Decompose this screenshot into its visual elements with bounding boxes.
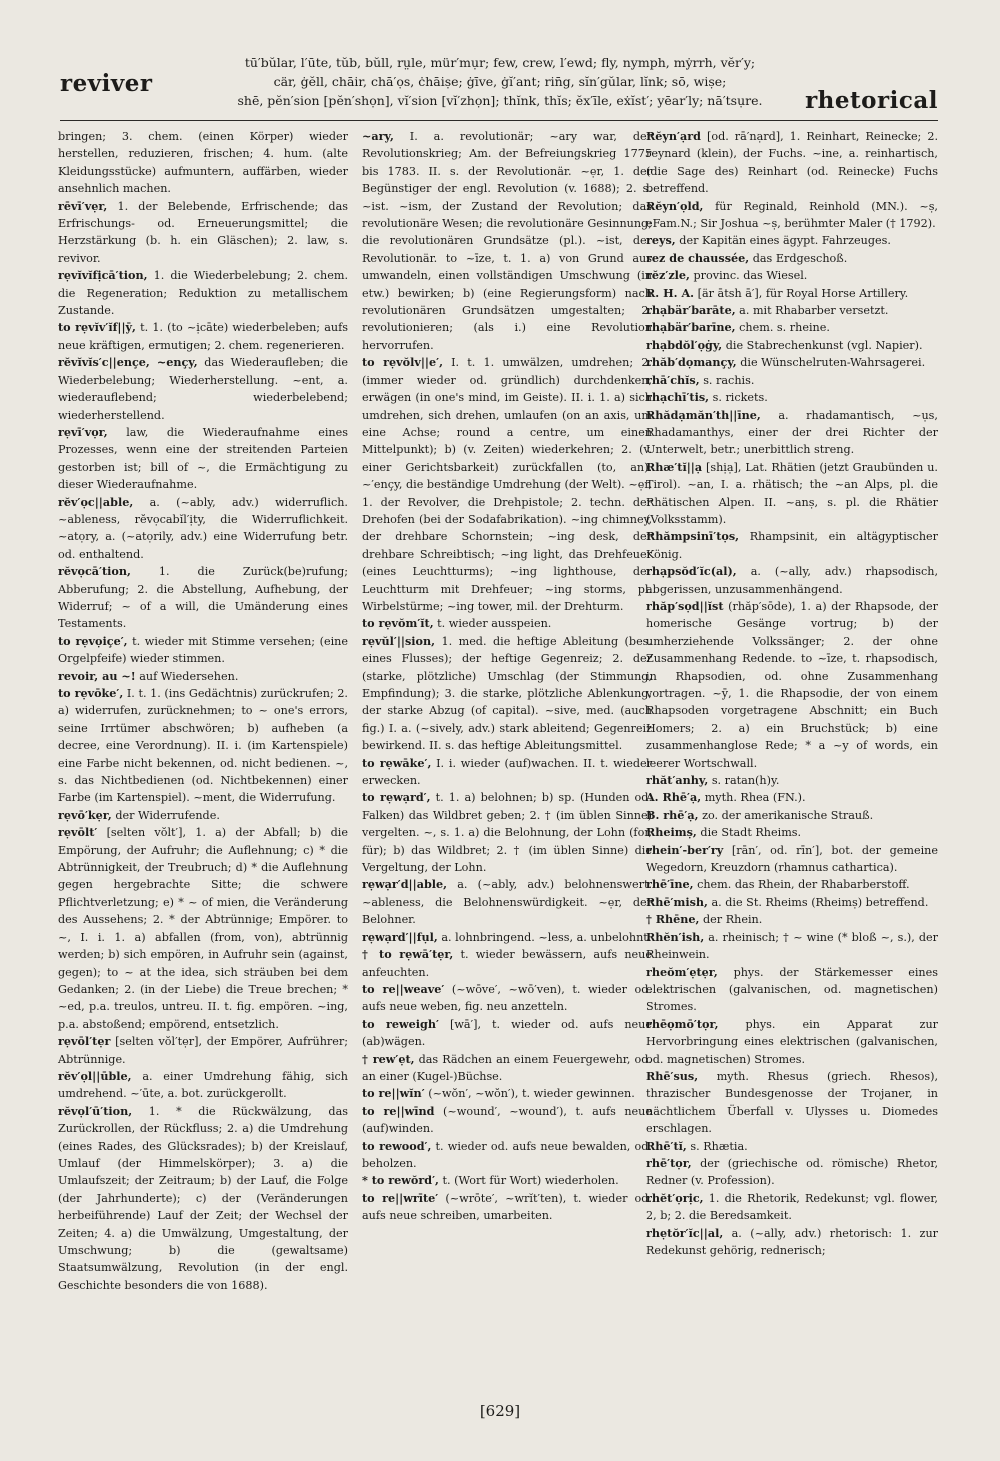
key-line: shē, pĕn′sion [pĕn′shọn], vĭ′sion [vĭ′zhọn]; thĭnk, thĭs; ĕx′īle, eẋĭst′; yēar′ly; nā′tsụre. bbox=[237, 93, 763, 108]
dictionary-entry bbox=[58, 563, 348, 633]
headword: Rhădạmăn′th||īne, bbox=[646, 407, 761, 422]
definition: (~wōve′, ~wō′ven), t. wieder od. aufs neue weben, fig. neu anzetteln. bbox=[362, 982, 653, 1014]
headword: to re||wĭn′ bbox=[362, 1086, 425, 1101]
headword: to rẹvŏm′ĭt, bbox=[362, 616, 434, 631]
dictionary-entry bbox=[362, 1051, 652, 1086]
headword: Rhē′sus, bbox=[646, 1068, 699, 1083]
column-right bbox=[646, 128, 938, 1259]
dictionary-entry bbox=[646, 1155, 938, 1190]
headword: rhăp′sọd||ĭst bbox=[646, 598, 724, 613]
headword: rhē′īne, bbox=[646, 877, 694, 892]
dictionary-entry bbox=[646, 894, 938, 911]
definition: 1. * die Rückwälzung, das Zurückrollen, der Rückfluss; 2. a) die Umdrehung (eines Rades, des Glücksrades); b) der Kreislauf, Umlauf (der Himmelskörper); 3. a) die Umlaufszeit; der Zeitraum; b) der Lauf, die Folge (der Jahrhunderte); c) der (Veränderungen herbeiführende) Lauf der Zeit; der Wechsel der Zeiten; 4. a) die Umwälzung, Umgestaltung, der Umschwung; b) die (gewaltsame) Staatsumwälzung, Revolution (in der engl. Geschichte besonders die von 1688). bbox=[58, 1104, 348, 1292]
dictionary-entry bbox=[646, 337, 938, 354]
definition: a. mit Rhabarber versetzt. bbox=[739, 304, 889, 318]
headword: rĕvĭvĭs′c||ençe, ~ençy, bbox=[58, 355, 198, 370]
dictionary-entry bbox=[646, 389, 938, 406]
definition: t. wieder od. aufs neue bewalden, od. beholzen. bbox=[362, 1139, 652, 1170]
headword: † rew′ẹt, bbox=[362, 1051, 415, 1066]
definition: die Wünschelruten-Wahrsagerei. bbox=[740, 356, 926, 370]
column-left bbox=[58, 128, 348, 1294]
dictionary-entry bbox=[646, 285, 938, 302]
definition: t. 1. a) belohnen; b) sp. (Hunden od. Falken) das Wildbret geben; 2. † (im üblen Sinne) vergelten. ~, s. 1. a) die Belohnung, der Lohn (for, für); b) das Wildbret; 2. † (im üblen Sinne) die Vergeltung, der Lohn. bbox=[362, 791, 653, 875]
definition: [är ātsh ā′], für Royal Horse Artillery. bbox=[697, 286, 909, 300]
definition: (~wŏn′, ~wŏn′), t. wieder gewinnen. bbox=[428, 1087, 635, 1101]
page-number: [629] bbox=[479, 1402, 521, 1420]
definition: law, die Wiederaufnahme eines Prozesses, wenn eine der streitenden Parteien gestorben ist; bill of ~, die Ermächtigung zu dieser Wiederaufnahme. bbox=[58, 425, 348, 492]
dictionary-entry bbox=[362, 128, 652, 354]
dictionary-entry bbox=[58, 824, 348, 1033]
headword: ~ary, bbox=[362, 129, 394, 143]
headword: rhăb′dọmançy, bbox=[646, 355, 737, 370]
definition: der Kapitän eines ägypt. Fahrzeuges. bbox=[679, 234, 891, 248]
dictionary-entry bbox=[646, 319, 938, 336]
pronunciation-key bbox=[190, 53, 810, 110]
headword: to rẹwāke′, bbox=[362, 755, 432, 770]
definition: a. rheinisch; † ~ wine (* bloß ~, s.), der Rheinwein. bbox=[646, 930, 938, 962]
guide-word-left: reviver bbox=[60, 70, 153, 97]
dictionary-entry bbox=[362, 615, 652, 632]
dictionary-entry bbox=[58, 668, 348, 685]
definition: I. t. 1. umwälzen, umdrehen; 2. (immer wieder od. gründlich) durchdenken, erwägen (in one's mind, im Geiste). II. i. 1. a) sich umdrehen, sich drehen, umlaufen (on an axis, um eine Achse; round a centre, um einen Mittelpunkt); b) (v. Zeiten) wiederkehren; 2. (v. einer Gerichtsbarkeit) zurückfallen (to, an). ~′ençy, die beständige Umdrehung (der Welt). ~ẹr, 1. der Revolver, die Drehpistole; 2. techn. der Drehofen (bei der Sodafabrikation). ~ing chimney, der drehbare Schornstein; ~ing desk, der drehbare Schreibtisch; ~ing light, das Drehfeuer (eines Leuchtturms); ~ing lighthouse, der Leuchtturm mit Drehfeuer; ~ing storms, pl. Wirbelstürme; ~ing tower, mil. der Drehturm. bbox=[362, 356, 652, 613]
dictionary-entry bbox=[646, 876, 938, 893]
dictionary-entry bbox=[646, 929, 938, 964]
headword: rẹvōlt′ bbox=[58, 825, 98, 840]
headword: to rẹvĭv′ĭf||ȳ, bbox=[58, 320, 136, 335]
definition: t. wieder bewässern, aufs neue anfeuchten. bbox=[362, 948, 652, 979]
definition: Rhampsinit, ein altägyptischer König. bbox=[646, 530, 938, 561]
dictionary-entry bbox=[646, 1225, 938, 1260]
definition: der Widerrufende. bbox=[115, 808, 220, 822]
definition: 1. der Belebende, Erfrischende; das Erfrischungs- od. Erneuerungsmittel; die Herzstärkung (b. h. ein Gläschen); 2. law, s. revivor. bbox=[58, 199, 348, 265]
headword: to rẹvọiçe′, bbox=[58, 633, 128, 648]
dictionary-entry bbox=[362, 876, 652, 928]
definition: phys. der Stärkemesser eines elektrischen (galvanischen, od. magnetischen) Stromes. bbox=[646, 965, 939, 1014]
definition: t. 1. (to ~ịcāte) wiederbeleben; aufs neue kräftigen, ermutigen; 2. chem. regenerieren. bbox=[58, 321, 348, 352]
definition: 1. med. die heftige Ableitung (bes. eines Flusses); der heftige Gegenreiz; 2. der (starke, plötzliche) Umschlag (der Stimmung, Empfindung); 3. die starke, plötzliche Ablenkung, der starke Abzug (of capital). ~sive, med. (auch fig.) I. a. (~sively, adv.) stark ableitend; Gegenreiz bewirkend. II. s. das heftige Ableitungsmittel. bbox=[362, 634, 652, 753]
dictionary-entry bbox=[646, 372, 938, 389]
definition: I. i. wieder (auf)wachen. II. t. wieder erwecken. bbox=[362, 756, 652, 788]
dictionary-entry bbox=[646, 964, 938, 1016]
dictionary-entry bbox=[58, 1068, 348, 1103]
definition: [od. rā′nạrd], 1. Reinhart, Reinecke; 2. reynard (klein), der Fuchs. ~ine, a. reinhartisch, (die Sage des) Reinhart (od. Reinecke) Fuchs betreffend. bbox=[646, 130, 939, 196]
dictionary-entry bbox=[362, 1016, 652, 1051]
headword: rēvī′vẹr, bbox=[58, 198, 108, 213]
headword: rhā′chĭs, bbox=[646, 372, 700, 387]
headword: rẹwạr′d||able, bbox=[362, 877, 448, 892]
headword: revoir, au ~! bbox=[58, 668, 136, 683]
definition: a. die St. Rheims (Rheimṣ) betreffend. bbox=[711, 895, 929, 909]
definition: t. wieder ausspeien. bbox=[437, 617, 552, 631]
dictionary-entry bbox=[58, 494, 348, 564]
definition: bringen; 3. chem. (einen Körper) wieder herstellen, reduzieren, frischen; 4. hum. (alte Kleidungsstücke) aufmuntern, auffärben, wieder ansehnlich machen. bbox=[58, 130, 348, 196]
definition: 1. die Wiederbelebung; 2. chem. die Regeneration; Reduktion zu metallischem Zustande. bbox=[58, 269, 348, 318]
headword: rẹvĭvĭfịcā′tion, bbox=[58, 268, 148, 283]
headword: rhạbär′barīne, bbox=[646, 320, 736, 335]
headword: rẹvī′vọr, bbox=[58, 424, 108, 439]
column-middle bbox=[362, 128, 652, 1225]
dictionary-entry bbox=[646, 789, 938, 806]
dictionary-entry bbox=[646, 1068, 938, 1138]
headword: rĕvọcā′tion, bbox=[58, 564, 131, 579]
dictionary-entry bbox=[362, 755, 652, 790]
dictionary-entry bbox=[58, 807, 348, 824]
dictionary-entry bbox=[646, 407, 938, 459]
definition: s. rachis. bbox=[703, 373, 755, 387]
definition: phys. ein Apparat zur Hervorbringung eines elektrischen (galvanischen, od. magnetischen) Stromes. bbox=[646, 1017, 938, 1066]
running-header bbox=[0, 50, 1000, 120]
headword: rhạpsŏd′ĭc(al), bbox=[646, 564, 737, 579]
headword: to reweigh′ bbox=[362, 1016, 439, 1031]
definition: t. (Wort für Wort) wiederholen. bbox=[442, 1174, 619, 1188]
header-rule bbox=[60, 120, 938, 121]
dictionary-entry bbox=[646, 354, 938, 371]
definition: a. (~ably, adv.) belohnenswert. ~ableness, die Belohnenswürdigkeit. ~ẹr, der Belohner. bbox=[362, 878, 652, 927]
definition: die Stabrechenkunst (vgl. Napier). bbox=[725, 338, 923, 352]
headword: to rẹwạrd′, bbox=[362, 790, 431, 805]
dictionary-entry bbox=[362, 633, 652, 755]
dictionary-entry bbox=[646, 807, 938, 824]
dictionary-entry bbox=[646, 198, 938, 233]
dictionary-entry bbox=[646, 563, 938, 598]
headword: rhēọmō′tọr, bbox=[646, 1016, 719, 1031]
dictionary-entry bbox=[646, 911, 938, 928]
definition: das Wiederaufleben; die Wiederbelebung; Wiederherstellung. ~ent, a. wiederauflebend; wiederbelebend; wiederherstellend. bbox=[58, 356, 348, 422]
headword: rez de chaussée, bbox=[646, 250, 750, 265]
headword: to rewood′, bbox=[362, 1138, 432, 1153]
dictionary-entry bbox=[646, 232, 938, 249]
definition: t. wieder mit Stimme versehen; (eine Orgelpfeife) wieder stimmen. bbox=[58, 634, 349, 666]
definition: das Rädchen an einem Feuergewehr, od. an einer (Kugel-)Büchse. bbox=[362, 1052, 652, 1083]
dictionary-entry bbox=[646, 842, 938, 877]
definition: (~wrōte′, ~wrĭt′ten), t. wieder od. aufs neue schreiben, umarbeiten. bbox=[362, 1191, 653, 1223]
dictionary-entry bbox=[362, 1085, 652, 1102]
definition: 1. die Zurück(be)rufung; Abberufung; 2. die Abstellung, Aufhebung, der Widerruf; ~ of a will, die Umänderung eines Testaments. bbox=[58, 565, 348, 631]
dictionary-entry bbox=[646, 528, 938, 563]
definition: das Erdgeschoß. bbox=[752, 251, 848, 265]
definition: a. (~ally, adv.) rhapsodisch, abgerissen, unzusammenhängend. bbox=[646, 565, 938, 596]
dictionary-entry bbox=[362, 981, 652, 1016]
dictionary-entry bbox=[362, 929, 652, 946]
headword: rheŏm′ẹtẹr, bbox=[646, 964, 718, 979]
definition: myth. Rhea (FN.). bbox=[704, 791, 806, 805]
definition: a. einer Umdrehung fähig, sich umdrehend. ~′ūte, a. bot. zurückgerollt. bbox=[58, 1069, 348, 1101]
dictionary-entry bbox=[646, 302, 938, 319]
dictionary-entry bbox=[362, 1138, 652, 1173]
definition: die Stadt Rheims. bbox=[700, 826, 802, 840]
dictionary-entry bbox=[58, 198, 348, 268]
definition: für Reginald, Reinhold (MN.). ~ṣ, eFam.N.; Sir Joshua ~ṣ, berühmter Maler († 1792). bbox=[646, 199, 938, 231]
definition: (rhăp′sōde), 1. a) der Rhapsode, der homerische Gesänge vortrug; b) der umherziehende Volkssänger; 2. der ohne Zusammenhang Redende. to ~īze, t. rhapsodisch, in Rhapsodien, od. ohne Zusammenhang vortragen. ~ȳ, 1. die Rhapsodie, der von einem Rhapsoden vorgetragene Abschnitt; ein Buch Homers; 2. a) ein Bruchstück; b) eine zusammenhanglose Rede; * a ~y of words, ein leerer Wortschwall. bbox=[646, 599, 938, 770]
headword: to re||weave′ bbox=[362, 981, 445, 996]
dictionary-entry bbox=[58, 633, 348, 668]
definition: 1. die Rhetorik, Redekunst; vgl. flower, 2, b; 2. die Beredsamkeit. bbox=[646, 1191, 938, 1223]
headword: rẹvŭl′||sion, bbox=[362, 633, 436, 648]
headword: rĕz′zle, bbox=[646, 268, 690, 283]
dictionary-entry bbox=[362, 1103, 652, 1138]
headword: rhạbdŏl′ọġy, bbox=[646, 337, 723, 352]
definition: [shịạ], Lat. Rhätien (jetzt Graubünden u. Tirol). ~an, I. a. rhätisch; the ~an Alps, pl. die Rhätischen Alpen. II. ~anṣ, s. pl. die Rhätier (Volksstamm). bbox=[646, 460, 938, 526]
definition: [selten vŏl′tẹr], der Empörer, Aufrührer; Abtrünnige. bbox=[58, 1035, 348, 1066]
headword: Rhæ′tĭ||ạ bbox=[646, 459, 703, 474]
headword: rĕvọl′ū′tion, bbox=[58, 1103, 133, 1118]
headword: rhĕt′ọrịc, bbox=[646, 1190, 704, 1205]
definition: [wā′], t. wieder od. aufs neue (ab)wägen. bbox=[362, 1017, 652, 1049]
headword: to rẹvŏlv||e′, bbox=[362, 355, 443, 370]
headword: B. rhē′ạ, bbox=[646, 807, 699, 822]
dictionary-entry bbox=[646, 267, 938, 284]
dictionary-entry bbox=[58, 319, 348, 354]
headword: Rhĕn′ish, bbox=[646, 929, 705, 944]
headword: to rẹvōke′, bbox=[58, 686, 124, 700]
definition: der (griechische od. römische) Rhetor, Redner (v. Profession). bbox=[646, 1156, 938, 1188]
headword: reys, bbox=[646, 233, 676, 248]
headword: to re||wīnd bbox=[362, 1103, 435, 1118]
dictionary-entry bbox=[646, 1016, 938, 1068]
definition: a. rhadamantisch, ~ụs, Rhadamanthys, einer der drei Richter der Unterwelt, betr.; unerbittlich streng. bbox=[646, 408, 938, 457]
dictionary-entry bbox=[646, 1190, 938, 1225]
headword: Rĕyn′ọld, bbox=[646, 198, 704, 213]
dictionary-entry bbox=[646, 459, 938, 529]
dictionary-entry bbox=[646, 772, 938, 789]
definition: I. t. 1. (ins Gedächtnis) zurückrufen; 2. a) widerrufen, zurücknehmen; to ~ one's errors, seine Irrtümer abschwören; b) aufheben (a decree, eine Verordnung). II. i. (im Kartenspiele) eine Farbe nicht bekennen, od. nicht bedienen. ~, s. das Nichtbedienen (od. Nichtbekennen) einer Farbe (im Kartenspiel). ~ment, die Widerrufung. bbox=[58, 687, 348, 805]
definition: (~wound′, ~wound′), t. aufs neue (auf)winden. bbox=[362, 1104, 653, 1136]
headword: rhạchī′tis, bbox=[646, 390, 710, 405]
headword: Rhē′mish, bbox=[646, 894, 708, 909]
dictionary-entry bbox=[646, 250, 938, 267]
dictionary-entry bbox=[58, 1103, 348, 1294]
key-line: tū′bŭlar, l′ūte, tŭb, bŭll, rṳle, mür′mụr; few, crew, l′ewd; fly, nymph, mẏrrh, vĕr′y; bbox=[244, 55, 756, 70]
dictionary-entry bbox=[362, 946, 652, 981]
definition: chem. s. rheine. bbox=[739, 321, 830, 335]
definition: s. rickets. bbox=[712, 391, 768, 405]
definition: [rān′, od. rīn′], bot. der gemeine Wegedorn, Kreuzdorn (rhamnus cathartica). bbox=[646, 843, 938, 875]
headword: rẹvōl′tẹr bbox=[58, 1034, 111, 1049]
headword: rĕv′ọl||ūble, bbox=[58, 1068, 132, 1083]
definition: der Rhein. bbox=[703, 913, 763, 927]
headword: rẹwạrd′||fụl, bbox=[362, 929, 438, 944]
dictionary-entry bbox=[646, 824, 938, 841]
dictionary-entry bbox=[646, 1138, 938, 1155]
definition: a. (~ably, adv.) widerruflich. ~ableness, rĕvọcabĭl′ịty, die Widerruflichkeit. ~atọry, a. (~atọrily, adv.) eine Widerrufung betr. od. enthaltend. bbox=[58, 495, 348, 561]
definition: s. ratan(h)y. bbox=[711, 774, 780, 788]
headword: R. H. A. bbox=[646, 285, 695, 300]
headword: * to rewŏrd′, bbox=[362, 1173, 439, 1188]
headword: † Rhēne, bbox=[646, 912, 700, 927]
headword: rẹvō′kẹr, bbox=[58, 807, 112, 822]
headword: Rĕyn′ạrd bbox=[646, 129, 701, 143]
dictionary-entry bbox=[362, 1172, 652, 1189]
dictionary-entry bbox=[58, 128, 348, 198]
dictionary-entry bbox=[58, 685, 348, 807]
headword: to re||wrīte′ bbox=[362, 1190, 439, 1205]
definition: chem. das Rhein, der Rhabarberstoff. bbox=[697, 878, 910, 892]
guide-word-right: rhetorical bbox=[805, 87, 938, 114]
headword: rhein′-ber′ry bbox=[646, 842, 724, 857]
headword: rhạbär′barāte, bbox=[646, 303, 736, 318]
dictionary-entry bbox=[58, 267, 348, 319]
dictionary-entry bbox=[58, 1033, 348, 1068]
definition: provinc. das Wiesel. bbox=[693, 269, 808, 283]
dictionary-entry bbox=[362, 789, 652, 876]
dictionary-entry bbox=[58, 354, 348, 424]
dictionary-entry bbox=[646, 598, 938, 772]
headword: † to rẹwā′tẹr, bbox=[362, 947, 454, 962]
headword: Rhămpsinī′tọs, bbox=[646, 529, 740, 544]
dictionary-entry bbox=[58, 424, 348, 494]
dictionary-entry bbox=[362, 354, 652, 615]
headword: Rheimṣ, bbox=[646, 825, 697, 840]
dictionary-entry bbox=[646, 128, 938, 198]
definition: a. lohnbringend. ~less, a. unbelohnt. bbox=[441, 930, 652, 944]
headword: A. Rhē′ạ, bbox=[646, 790, 702, 805]
key-line: cär, ġĕll, chāir, chā′ọs, ċhāiṣe; ġīve, ġĭ′ant; rin̄g, sĭn′gŭlar, lĭnk; sō, wiṣe; bbox=[273, 74, 727, 89]
definition: I. a. revolutionär; ~ary war, der Revolutionskrieg; Am. der Befreiungskrieg 1775 bis 1783. II. s. der Revolutionär. ~ẹr, 1. der Begünstiger der engl. Revolution (v. 1688); 2. s. ~ist. ~ism, der Zustand der Revolution; das revolutionäre Wesen; die revolutionäre Gesinnung; die revolutionären Grundsätze (pl.). ~ist, der Revolutionär. to ~īze, t. 1. a) von Grund aus umwandeln, einen vollständigen Umschwung (in etw.) bewirken; b) (eine Regierungsform) nach revolutionären Grundsätzen umgestalten; 2. revolutionieren; (als i.) eine Revolution hervorrufen. bbox=[362, 130, 652, 352]
headword: rhẹtŏr′ĭc||al, bbox=[646, 1225, 724, 1240]
headword: rhē′tọr, bbox=[646, 1155, 692, 1170]
definition: auf Wiedersehen. bbox=[139, 669, 239, 683]
definition: a. (~ally, adv.) rhetorisch: 1. zur Redekunst gehörig, rednerisch; bbox=[646, 1226, 938, 1257]
definition: zo. der amerikanische Strauß. bbox=[702, 808, 874, 822]
dictionary-entry bbox=[362, 1190, 652, 1225]
definition: s. Rhætia. bbox=[690, 1139, 748, 1153]
headword: Rhē′tĭ, bbox=[646, 1138, 687, 1153]
headword: rĕv′ọc||able, bbox=[58, 494, 134, 509]
headword: rhăt′anhy, bbox=[646, 773, 709, 788]
definition: [selten vŏlt′], 1. a) der Abfall; b) die Empörung, der Aufruhr; die Auflehnung; c) * die Abtrünnigkeit, der Treubruch; d) * die Auflehnung gegen hergebrachte Sitte; die schwere Pflichtverletzung; e) * ~ of mien, die Veränderung des Aussehens; 2. * der Abtrünnige; Empörer. to ~, I. i. 1. a) abfallen (from, von), abtrünnig werden; b) sich empören, in Aufruhr sein (against, gegen); to ~ at the idea, sich sträuben bei dem Gedanken; 2. (in der Liebe) die Treue brechen; * ~ed, p.a. treulos, untreu. II. t. fig. empören. ~ing, p.a. abstoßend; empörend, entsetzlich. bbox=[58, 826, 348, 1031]
definition: myth. Rhesus (griech. Rhesos), thrazischer Bundesgenosse der Trojaner, in nächtlichem Überfall v. Ulysses u. Diomedes erschlagen. bbox=[646, 1069, 939, 1136]
